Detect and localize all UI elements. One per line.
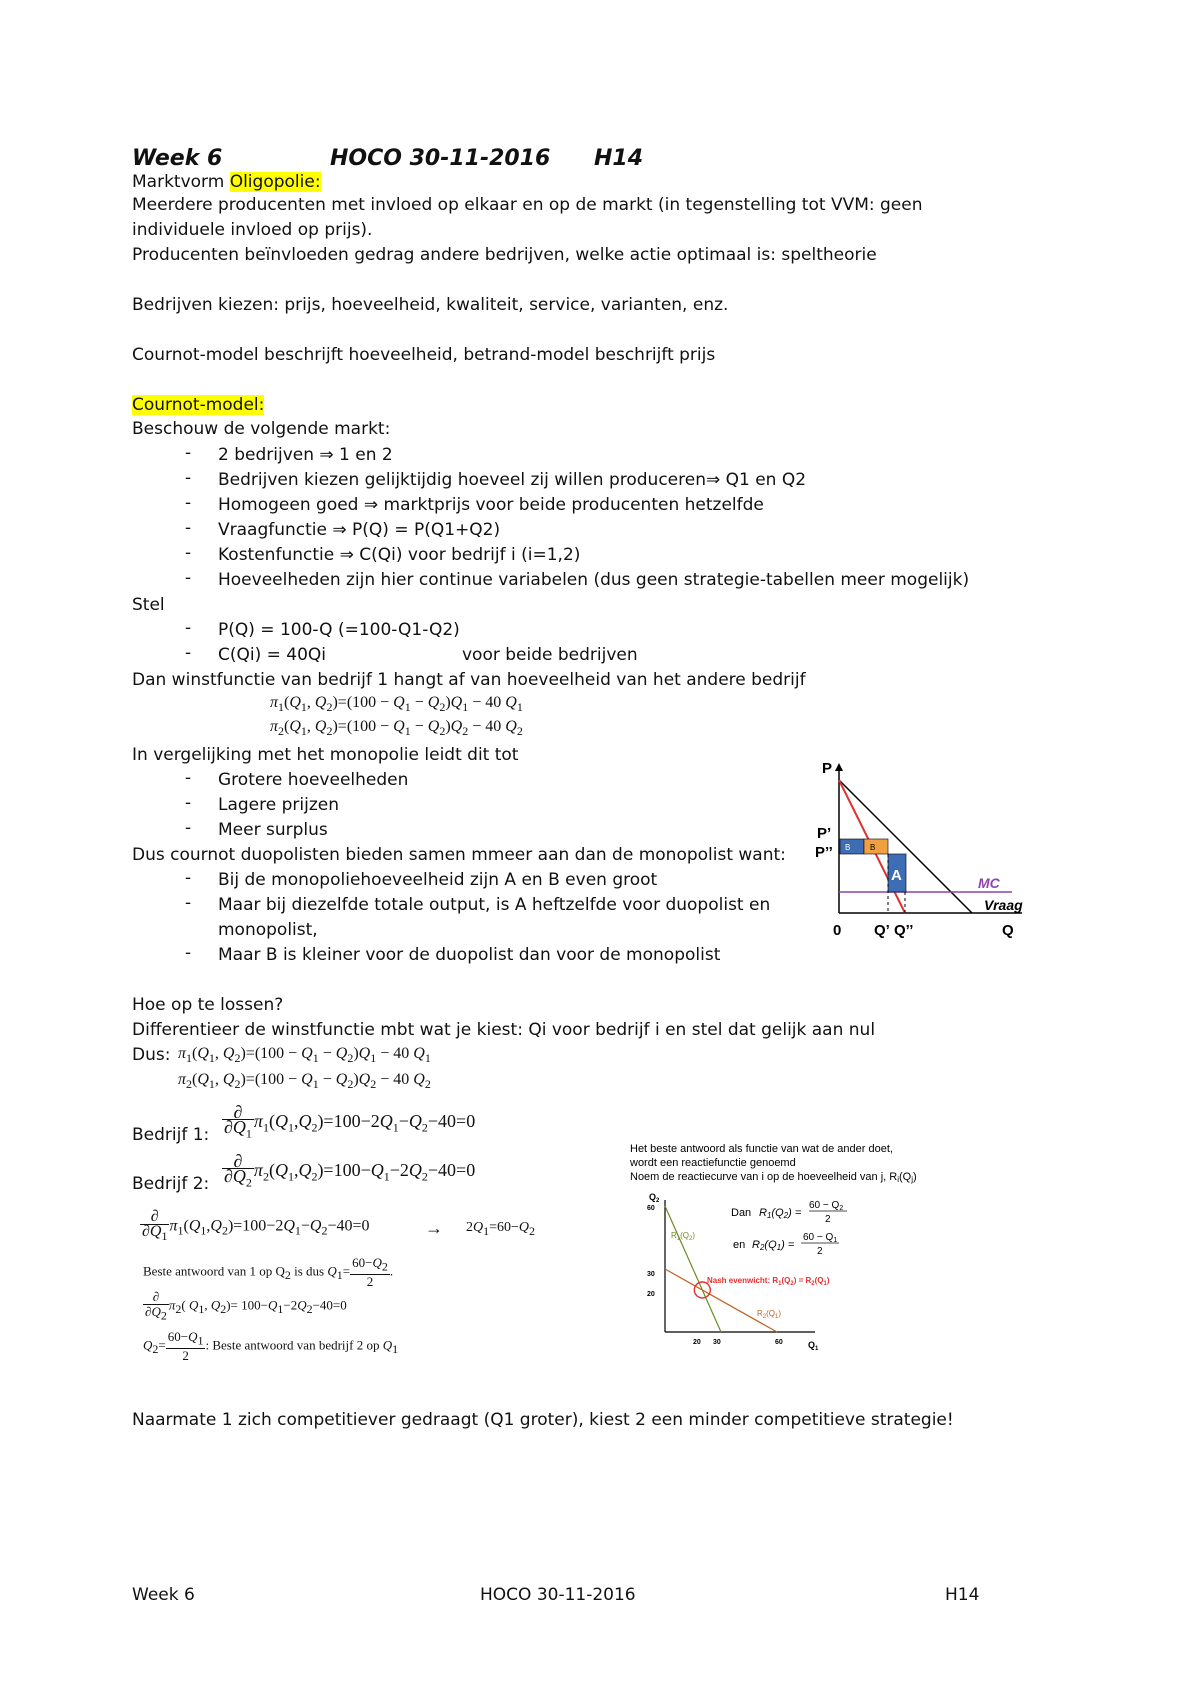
derivation-1-result: $2Q_1=60-Q_2$ xyxy=(466,1220,536,1238)
r1-label: $R_1(Q_2)$ xyxy=(671,1231,696,1242)
dan-label: Dan xyxy=(731,1207,752,1219)
bullet-dash: - xyxy=(185,943,192,963)
label-q2: Q’’ xyxy=(894,922,914,939)
bullet-dash: - xyxy=(185,818,192,838)
en-formula: R2(Q1) = xyxy=(752,1239,795,1252)
bullet-dash: - xyxy=(185,443,192,463)
winst-intro: Dan winstfunctie van bedrijf 1 hangt af van hoeveelheid van het andere bedrijf xyxy=(132,670,806,690)
monopoly-duopoly-diagram xyxy=(812,755,1072,945)
chart-right-text-2: wordt een reactiefunctie genoemd xyxy=(630,1157,796,1169)
dan-frac-num: $60 - Q_2$ xyxy=(809,1200,844,1212)
best-response-2: $Q_2=$ $\frac{60-Q_1}{2}$ : Beste antwoord van bedrijf 2 op $Q_1$ xyxy=(143,1329,399,1363)
marktvorm-prefix: Marktvorm xyxy=(132,172,230,192)
list-item: Meer surplus xyxy=(218,820,328,840)
intro-line-4: Producenten beïnvloeden gedrag andere bedrijven, welke actie optimaal is: speltheorie xyxy=(132,245,877,265)
label-p2: P’’ xyxy=(815,844,833,861)
bullet-dash: - xyxy=(185,518,192,538)
en-frac-den: 2 xyxy=(817,1246,823,1257)
chart-right-text-1: Het beste antwoord als functie van wat de ander doet, xyxy=(630,1143,893,1155)
arrow-icon: → xyxy=(425,1218,443,1238)
header-week: Week 6 xyxy=(132,146,223,171)
rc-xtick-30: 30 xyxy=(713,1339,721,1346)
nash-label: Nash evenwicht: $R_1(Q_2) = R_2(Q_1)$ xyxy=(707,1276,830,1287)
list-item: 2 bedrijven ⇒ 1 en 2 xyxy=(218,445,393,465)
stel-label: Stel xyxy=(132,595,165,615)
best-response-1: Beste antwoord van 1 op $Q_2$ is dus $Q_1=$ $\frac{60-Q_2}{2}$ . xyxy=(143,1255,394,1289)
label-q1: Q’ xyxy=(874,922,890,939)
b2-rect xyxy=(864,839,888,854)
header-chapter: H14 xyxy=(594,146,644,171)
list-item: Bedrijven kiezen gelijktijdig hoeveel zij willen produceren⇒ Q1 en Q2 xyxy=(218,470,807,490)
rc-ytick-20: 20 xyxy=(647,1291,655,1298)
bullet-dash: - xyxy=(185,893,192,913)
chart-right-text-3: Noem de reactiecurve van i op de hoeveelheid van j, Ri(Qj) xyxy=(630,1171,917,1184)
r1-line xyxy=(665,1206,721,1332)
list-item: Homogeen goed ⇒ marktprijs voor beide producenten hetzelfde xyxy=(218,495,764,515)
rc-y-label: $Q_2$ xyxy=(649,1192,660,1204)
list-item: Hoeveelheden zijn hier continue variabelen (dus geen strategie-tabellen meer mogelijk) xyxy=(218,570,970,590)
footer-chapter: H14 xyxy=(945,1585,980,1605)
rc-ytick-60: 60 xyxy=(647,1205,655,1212)
list-item: Kostenfunctie ⇒ C(Qi) voor bedrijf i (i=1,2) xyxy=(218,545,581,565)
bullet-dash: - xyxy=(185,643,192,663)
oligopolie-highlight: Oligopolie: xyxy=(229,172,321,192)
derivation-2: $\frac{\partial}{\partial Q_2}$ $\pi_2$( $Q_1$, $Q_2)= 100-Q_1-2Q_2-40=0$ xyxy=(145,1289,347,1323)
list-item: Bij de monopoliehoeveelheid zijn A en B even groot xyxy=(218,870,658,890)
solve-instruction: Differentieer de winstfunctie mbt wat je kiest: Qi voor bedrijf i en stel dat gelijk aan nul xyxy=(132,1020,876,1040)
label-b2: B xyxy=(870,843,876,852)
b1-rect xyxy=(840,839,864,854)
rc-xtick-60: 60 xyxy=(775,1339,783,1346)
profit-formula-2: $\pi_2(Q_1$, $Q_2)=(100 - Q_1 - Q_2)Q_2 - 40$ $Q_2$ xyxy=(270,718,523,739)
list-item: Maar bij diezelfde totale output, is A heftzelfde voor duopolist en xyxy=(218,895,771,915)
bedrijf1-label: Bedrijf 1: xyxy=(132,1125,210,1145)
bedrijf2-label: Bedrijf 2: xyxy=(132,1174,210,1194)
bedrijf1-formula: $\frac{\partial}{\partial Q_1}$ $\pi_1(Q_1,Q_2)=100-2Q_1-Q_2-40=0$ xyxy=(224,1102,476,1141)
best2-text: : Beste antwoord van bedrijf 2 op xyxy=(205,1337,383,1353)
solve-question: Hoe op te lossen? xyxy=(132,995,284,1015)
bullet-dash: - xyxy=(185,793,192,813)
list-item: Vraagfunctie ⇒ P(Q) = P(Q1+Q2) xyxy=(218,520,501,540)
list-item: monopolist, xyxy=(218,920,318,940)
dus-formula-2: $\pi_2(Q_1$, $Q_2)=(100 - Q_1 - Q_2)Q_2 - 40$ $Q_2$ xyxy=(178,1071,431,1092)
bullet-dash: - xyxy=(185,868,192,888)
label-p1: P’ xyxy=(817,825,832,842)
y-axis-arrow xyxy=(835,763,843,771)
text3-body: Noem de reactiecurve van i op de hoeveelheid van j, R xyxy=(630,1171,898,1183)
en-frac-num: $60 - Q_1$ xyxy=(803,1232,838,1244)
bullet-dash: - xyxy=(185,468,192,488)
footer-week: Week 6 xyxy=(132,1585,195,1605)
list-item: P(Q) = 100-Q (=100-Q1-Q2) xyxy=(218,620,460,640)
label-mc: MC xyxy=(978,875,1000,891)
label-b1: B xyxy=(845,843,851,852)
duo-intro: Dus cournot duopolisten bieden samen mmeer aan dan de monopolist want: xyxy=(132,845,786,865)
best1-text: Beste antwoord van 1 op Q xyxy=(143,1263,285,1279)
intro-line-5: Bedrijven kiezen: prijs, hoeveelheid, kwaliteit, service, varianten, enz. xyxy=(132,295,729,315)
rc-x-label: $Q_1$ xyxy=(808,1340,819,1350)
rc-ytick-30: 30 xyxy=(647,1271,655,1278)
intro-line-2: Meerdere producenten met invloed op elkaar en op de markt (in tegenstelling tot VVM: geen xyxy=(132,195,923,215)
dus-label: Dus: xyxy=(132,1045,171,1065)
dus-formula-1: $\pi_1(Q_1$, $Q_2)=(100 - Q_1 - Q_2)Q_1 - 40$ $Q_1$ xyxy=(178,1045,431,1066)
cournot-heading: Cournot-model: xyxy=(132,395,265,415)
rc-xtick-20: 20 xyxy=(693,1339,701,1346)
marktvorm-line xyxy=(132,170,321,194)
reaction-function-chart xyxy=(625,1138,955,1350)
intro-line-6: Cournot-model beschrijft hoeveelheid, betrand-model beschrijft prijs xyxy=(132,345,716,365)
list-item: Grotere hoeveelheden xyxy=(218,770,409,790)
label-q: Q xyxy=(1002,922,1014,939)
compare-intro: In vergelijking met het monopolie leidt dit tot xyxy=(132,745,519,765)
label-p: P xyxy=(822,760,833,777)
intro-line-3: individuele invloed op prijs). xyxy=(132,220,373,240)
best1-tail: is dus xyxy=(290,1263,328,1279)
r2-label: $R_2(Q_1)$ xyxy=(757,1309,782,1320)
list-item: C(Qi) = 40Qi xyxy=(218,645,327,665)
dan-formula: R1(Q2) = xyxy=(759,1207,802,1220)
label-zero: 0 xyxy=(833,922,842,939)
footer-hoco: HOCO 30-11-2016 xyxy=(480,1585,636,1605)
en-label: en xyxy=(733,1239,746,1251)
dan-frac-den: 2 xyxy=(825,1214,831,1225)
bedrijf2-formula: $\frac{\partial}{\partial Q_2}$ $\pi_2(Q_1,Q_2)=100-Q_1-2Q_2-40=0$ xyxy=(224,1151,476,1190)
stel-note: voor beide bedrijven xyxy=(462,645,638,665)
list-item: Maar B is kleiner voor de duopolist dan voor de monopolist xyxy=(218,945,721,965)
list-item: Lagere prijzen xyxy=(218,795,340,815)
profit-formula-1: $\pi_1(Q_1$, $Q_2)=(100 - Q_1 - Q_2)Q_1 - 40$ $Q_1$ xyxy=(270,694,523,715)
cournot-consider: Beschouw de volgende markt: xyxy=(132,419,391,439)
bullet-dash: - xyxy=(185,493,192,513)
bullet-dash: - xyxy=(185,768,192,788)
bullet-dash: - xyxy=(185,618,192,638)
header-hoco: HOCO 30-11-2016 xyxy=(330,146,551,171)
label-vraag: Vraag xyxy=(984,897,1023,913)
bullet-dash: - xyxy=(185,543,192,563)
bullet-dash: - xyxy=(185,568,192,588)
conclusion: Naarmate 1 zich competitiever gedraagt (Q1 groter), kiest 2 een minder competitieve strategie! xyxy=(132,1410,954,1430)
label-a: A xyxy=(891,867,902,884)
derivation-1: $\frac{\partial}{\partial Q_1}$ $\pi_1(Q_1,Q_2)=100-2Q_1-Q_2-40=0$ xyxy=(142,1208,370,1244)
